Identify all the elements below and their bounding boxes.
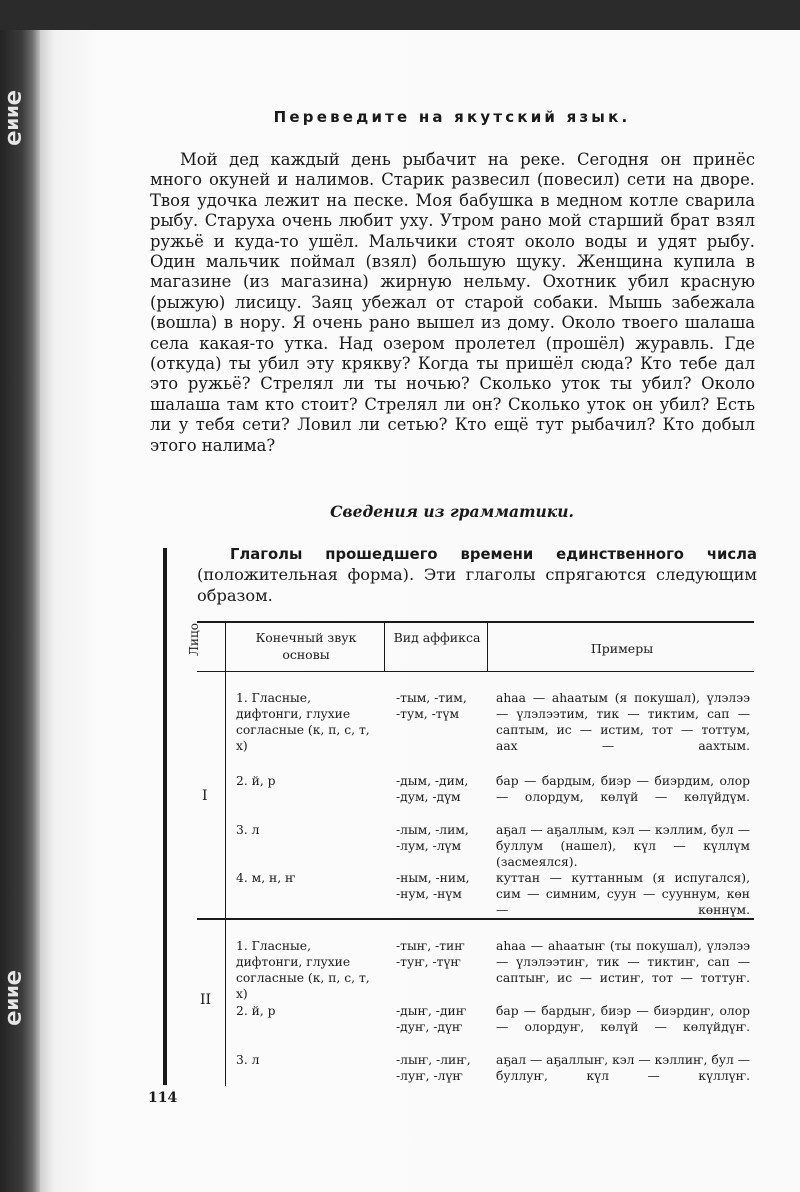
example-cell: аhаа — аhаатыҥ (ты покушал), үлэлээ — үлэлээтиҥ, тик — тиктиҥ, сап — саптыҥ, ис — истиҥ, тот — тоттуҥ. xyxy=(496,939,750,985)
affix-cell: -ным, -ним, -нум, -нүм xyxy=(396,871,470,901)
exercise-title: Переведите на якутский язык. xyxy=(273,108,631,126)
grammar-intro-rest: (положительная форма). Эти глаголы спрягаются следующим образом. xyxy=(197,565,757,605)
table-col-rule xyxy=(384,621,385,671)
example-cell: бар — бардым, биэр — биэрдим, олор — олордум, көлүй — көлүйдүм. xyxy=(496,774,750,804)
margin-rule xyxy=(163,548,167,1085)
ending-cell: 1. Гласные, дифтонги, глухие согласные (к, п, с, т, х) xyxy=(236,939,370,1001)
affix-cell: -дым, -дим, -дум, -дүм xyxy=(396,774,469,804)
table-col-rule xyxy=(487,621,488,671)
person-label: I xyxy=(202,788,208,804)
person-label: II xyxy=(200,992,212,1008)
example-cell: аhаа — аhаатым (я покушал), үлэлээ — үлэлээтим, тик — тиктим, сап — саптым, ис — истим, тот — тоттум, аах — аахтым. xyxy=(496,691,750,753)
ending-cell: 3. л xyxy=(236,1053,260,1067)
example-cell: аҕал — аҕаллыҥ, кэл — кэллиҥ, бул — буллуҥ, күл — күллүҥ. xyxy=(496,1053,750,1083)
affix-cell: -тыҥ, -тиҥ -туҥ, -түҥ xyxy=(396,939,465,969)
grammar-section-title: Сведения из грамматики. xyxy=(330,502,574,521)
scan-top-border xyxy=(0,0,800,30)
ending-cell: 3. л xyxy=(236,823,260,837)
spine-lettering: ƏᴎᴎƏ xyxy=(3,90,24,146)
exercise-paragraph: Мой дед каждый день рыбачит на реке. Сегодня он принёс много окуней и налимов. Старик развесил (повесил) сети на дворе. Твоя удочка лежит на песке. Моя бабушка в медном котле сварила рыбу. Старуха очень любит уху. Утром рано мой старший брат взял ружьё и куда-то ушёл. Мальчики стоят около воды и удят рыбу. Один мальчик поймал (взял) большую щуку. Женщина купила в магазине (из магазина) жирную нельму. Охотник убил красную (рыжую) лисицу. Заяц убежал от старой собаки. Мышь забежала (вошла) в нору. Я очень рано вышел из дому. Около твоего шалаша села какая-то утка. Над озером пролетел (прошёл) журавль. Где (откуда) ты убил эту крякву? Когда ты пришёл сюда? Кто тебе дал это ружьё? Стрелял ли ты ночью? Сколько уток ты убил? Около шалаша там кто стоит? Стрелял ли он? Сколько уток он убил? Есть ли у тебя сети? Ловил ли сетью? Кто ещё тут рыбачил? Кто добыл этого налима? xyxy=(150,150,755,455)
example-cell: куттан — куттанным (я испугался), сим — симним, суун — сууннум, көн — көннүм. xyxy=(496,871,750,917)
affix-cell: -дыҥ, -диҥ -дуҥ, -дүҥ xyxy=(396,1004,467,1034)
ending-cell: 4. м, н, ҥ xyxy=(236,871,296,885)
ending-cell: 2. й, р xyxy=(236,774,276,788)
header-ending: Конечный звук основы xyxy=(255,630,357,662)
header-examples: Примеры xyxy=(590,641,654,656)
table-header-rule xyxy=(197,671,754,672)
affix-cell: -тым, -тим, -тум, -түм xyxy=(396,691,467,721)
header-affix: Вид аффикса xyxy=(393,630,481,645)
ending-cell: 1. Гласные, дифтонги, глухие согласные (к, п, с, т, х) xyxy=(236,691,370,753)
book-spine xyxy=(0,30,40,1192)
grammar-intro xyxy=(197,544,757,606)
page-number: 114 xyxy=(148,1090,178,1106)
table-top-rule xyxy=(197,621,754,623)
exercise-text xyxy=(150,150,755,456)
table-col-rule xyxy=(225,621,226,1086)
example-cell: аҕал — аҕаллым, кэл — кэллим, бул — буллум (нашел), күл — күллүм (засмеялся). xyxy=(496,823,750,869)
example-cell: бар — бардыҥ, биэр — биэрдиҥ, олор — олордуҥ, көлүй — көлүйдүҥ. xyxy=(496,1004,750,1034)
affix-cell: -лым, -лим, -лум, -лүм xyxy=(396,823,469,853)
ending-cell: 2. й, р xyxy=(236,1004,276,1018)
spine-lettering: ƏᴎᴎƏ xyxy=(3,970,24,1026)
table-group-rule xyxy=(197,918,754,920)
grammar-intro-bold: Глаголы прошедшего времени единственного числа xyxy=(230,546,757,563)
affix-cell: -лыҥ, -лиҥ, -луҥ, -лүҥ xyxy=(396,1053,471,1083)
header-person: Лицо xyxy=(187,623,201,656)
